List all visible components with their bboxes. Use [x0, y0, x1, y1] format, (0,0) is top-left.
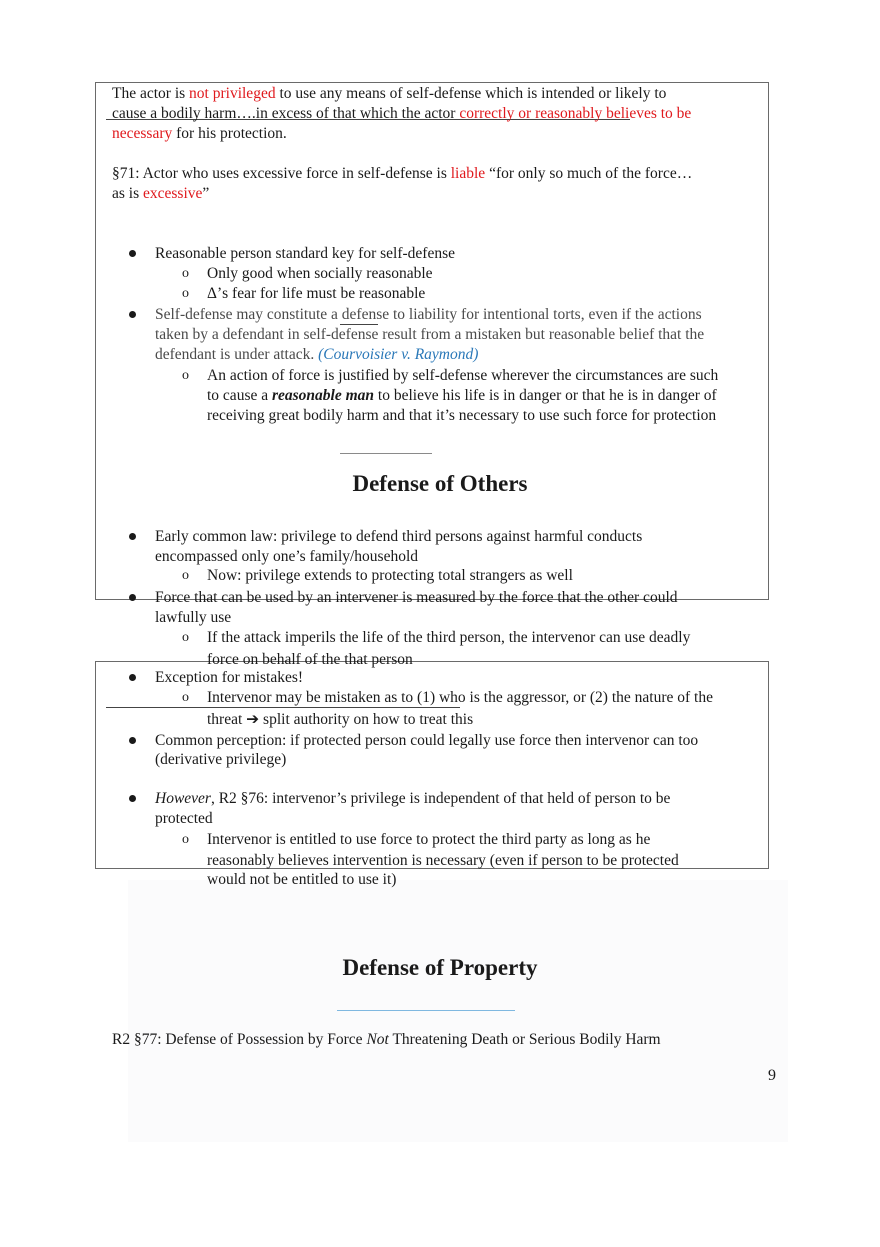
case-citation: (Courvoisier v. Raymond): [318, 346, 479, 363]
bullet-icon: [129, 674, 136, 681]
sd-bullet-1: Reasonable person standard key for self-defense: [155, 245, 455, 262]
do-bullet-1-line-2: encompassed only one’s family/household: [155, 548, 419, 565]
do-sub-5-line-1: Intervenor is entitled to use force to protect the third party as long as he: [207, 831, 651, 848]
intro-line-1: The actor is not privileged to use any means of self-defense which is intended or likely to: [112, 85, 667, 102]
do-bullet-3: Exception for mistakes!: [155, 669, 304, 686]
sd-bullet-2-line-3: defendant is under attack. (Courvoisier v. Raymond): [155, 346, 479, 363]
do-sub-3-line-1: Intervenor may be mistaken as to (1) who is the aggressor, or (2) the nature of the: [207, 689, 713, 706]
do-bullet-5-line-1: However, R2 §76: intervenor’s privilege is independent of that held of person to be: [155, 790, 671, 807]
r2-77-line: R2 §77: Defense of Possession by Force Not Threatening Death or Serious Bodily Harm: [112, 1031, 661, 1048]
intro-line-3: necessary for his protection.: [112, 125, 287, 142]
do-sub-5-line-2: reasonably believes intervention is necessary (even if person to be protected: [207, 852, 679, 869]
heading-rule: [340, 453, 432, 454]
do-bullet-4-line-1: Common perception: if protected person could legally use force then intervenor can too: [155, 732, 699, 749]
sub-bullet-icon: o: [182, 832, 189, 847]
do-bullet-2-line-1: Force that can be used by an intervener is measured by the force that the other could: [155, 589, 678, 606]
sub-bullet-icon: o: [182, 630, 189, 645]
do-bullet-1-line-1: Early common law: privilege to defend third persons against harmful conducts: [155, 528, 643, 545]
do-sub-1: Now: privilege extends to protecting total strangers as well: [207, 567, 573, 584]
sub-bullet-icon: o: [182, 286, 189, 301]
bullet-icon: [129, 737, 136, 744]
bullet-icon: [129, 594, 136, 601]
do-bullet-2-line-2: lawfully use: [155, 609, 232, 626]
sd-sub-1: Only good when socially reasonable: [207, 265, 433, 282]
heading-defense-of-others: Defense of Others: [352, 471, 528, 496]
do-sub-5-line-3: would not be entitled to use it): [207, 871, 397, 888]
bullet-icon: [129, 533, 136, 540]
sub-bullet-icon: o: [182, 368, 189, 383]
heading-defense-of-property: Defense of Property: [342, 955, 538, 980]
page-shading: [128, 880, 788, 1142]
sd-sub-3-line-1: An action of force is justified by self-defense wherever the circumstances are such: [207, 367, 719, 384]
sd-sub-2: Δ’s fear for life must be reasonable: [207, 285, 426, 302]
sd-sub-3-line-2: to cause a reasonable man to believe his life is in danger or that he is in danger of: [207, 387, 717, 404]
heading-rule-blue: [337, 1010, 515, 1011]
page-number: 9: [768, 1067, 776, 1084]
sd-bullet-2-line-2: taken by a defendant in self-defense result from a mistaken but reasonable belief that the: [155, 326, 705, 343]
do-bullet-5-line-2: protected: [155, 810, 213, 827]
do-bullet-4-line-2: (derivative privilege): [155, 751, 287, 768]
sd-sub-3-line-3: receiving great bodily harm and that it’s necessary to use such force for protection: [207, 407, 717, 424]
do-sub-2-line-2: force on behalf of the that person: [207, 651, 413, 668]
sub-bullet-icon: o: [182, 690, 189, 705]
bullet-icon: [129, 250, 136, 257]
bullet-icon: [129, 795, 136, 802]
intro-line-2: cause a bodily harm….in excess of that which the actor correctly or reasonably believes to be: [112, 105, 692, 122]
s71-line-1: §71: Actor who uses excessive force in self-defense is liable “for only so much of the force…: [112, 165, 693, 182]
bullet-icon: [129, 311, 136, 318]
do-sub-3-line-2: threat ➔ split authority on how to treat this: [207, 711, 474, 728]
sub-bullet-icon: o: [182, 266, 189, 281]
sd-bullet-2-line-1: Self-defense may constitute a defense to liability for intentional torts, even if the actions: [155, 306, 702, 323]
arrow-icon: ➔: [246, 711, 260, 728]
sub-bullet-icon: o: [182, 568, 189, 583]
do-sub-2-line-1: If the attack imperils the life of the third person, the intervenor can use deadly: [207, 629, 691, 646]
s71-line-2: as is excessive”: [112, 185, 210, 202]
